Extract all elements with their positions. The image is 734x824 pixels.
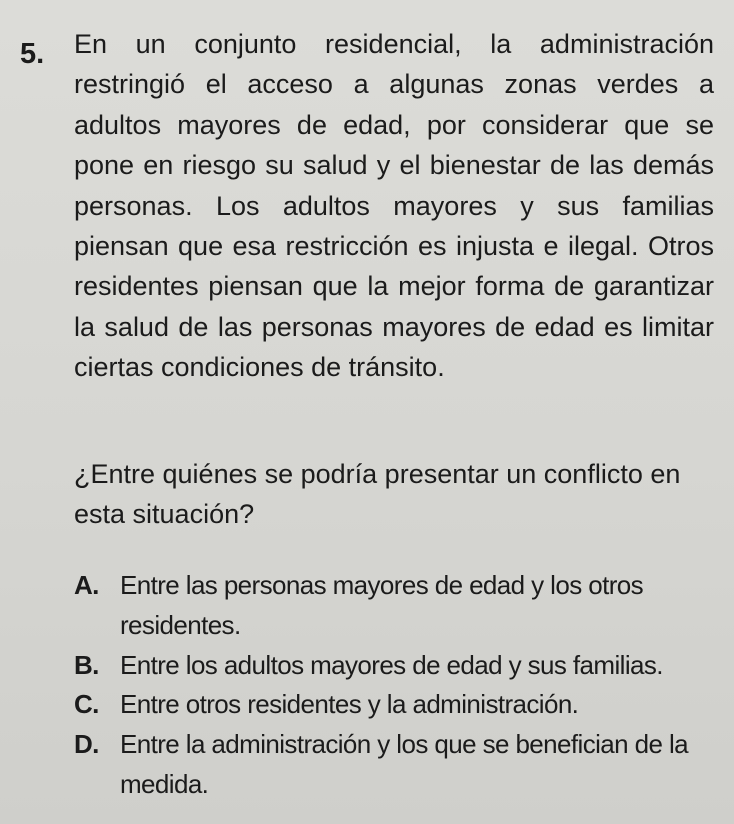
- option-text: Entre las personas mayores de edad y los otros residentes.: [120, 570, 644, 640]
- option-letter: C.: [74, 689, 99, 720]
- option-d[interactable]: [74, 725, 722, 805]
- option-letter: B.: [74, 649, 99, 680]
- question-prompt: ¿Entre quiénes se podría presentar un conflicto en esta situación?: [74, 459, 681, 529]
- option-a[interactable]: [74, 566, 722, 646]
- option-text: Entre la administración y los que se benefician de la medida.: [120, 729, 688, 799]
- option-letter: A.: [74, 570, 99, 600]
- option-letter: D.: [74, 729, 99, 760]
- option-b[interactable]: [74, 646, 722, 686]
- option-text: Entre los adultos mayores de edad y sus familias.: [120, 649, 663, 680]
- option-c[interactable]: [74, 685, 722, 725]
- question-number: 5.: [20, 38, 45, 70]
- question-text: En un conjunto residencial, la administración restringió el acceso a algunas zonas verdes a adultos mayores de edad, por considerar que se pone en riesgo su salud y el bienestar de las demás personas. Los adultos mayores y sus familias piensan que esa restricción es injusta e ilegal. Otros residentes piensan que la mejor forma de garantizar la salud de las personas mayores de edad es limitar ciertas condiciones de tránsito.: [74, 29, 714, 383]
- answer-options: [74, 566, 722, 805]
- option-text: Entre otros residentes y la administración.: [120, 689, 579, 720]
